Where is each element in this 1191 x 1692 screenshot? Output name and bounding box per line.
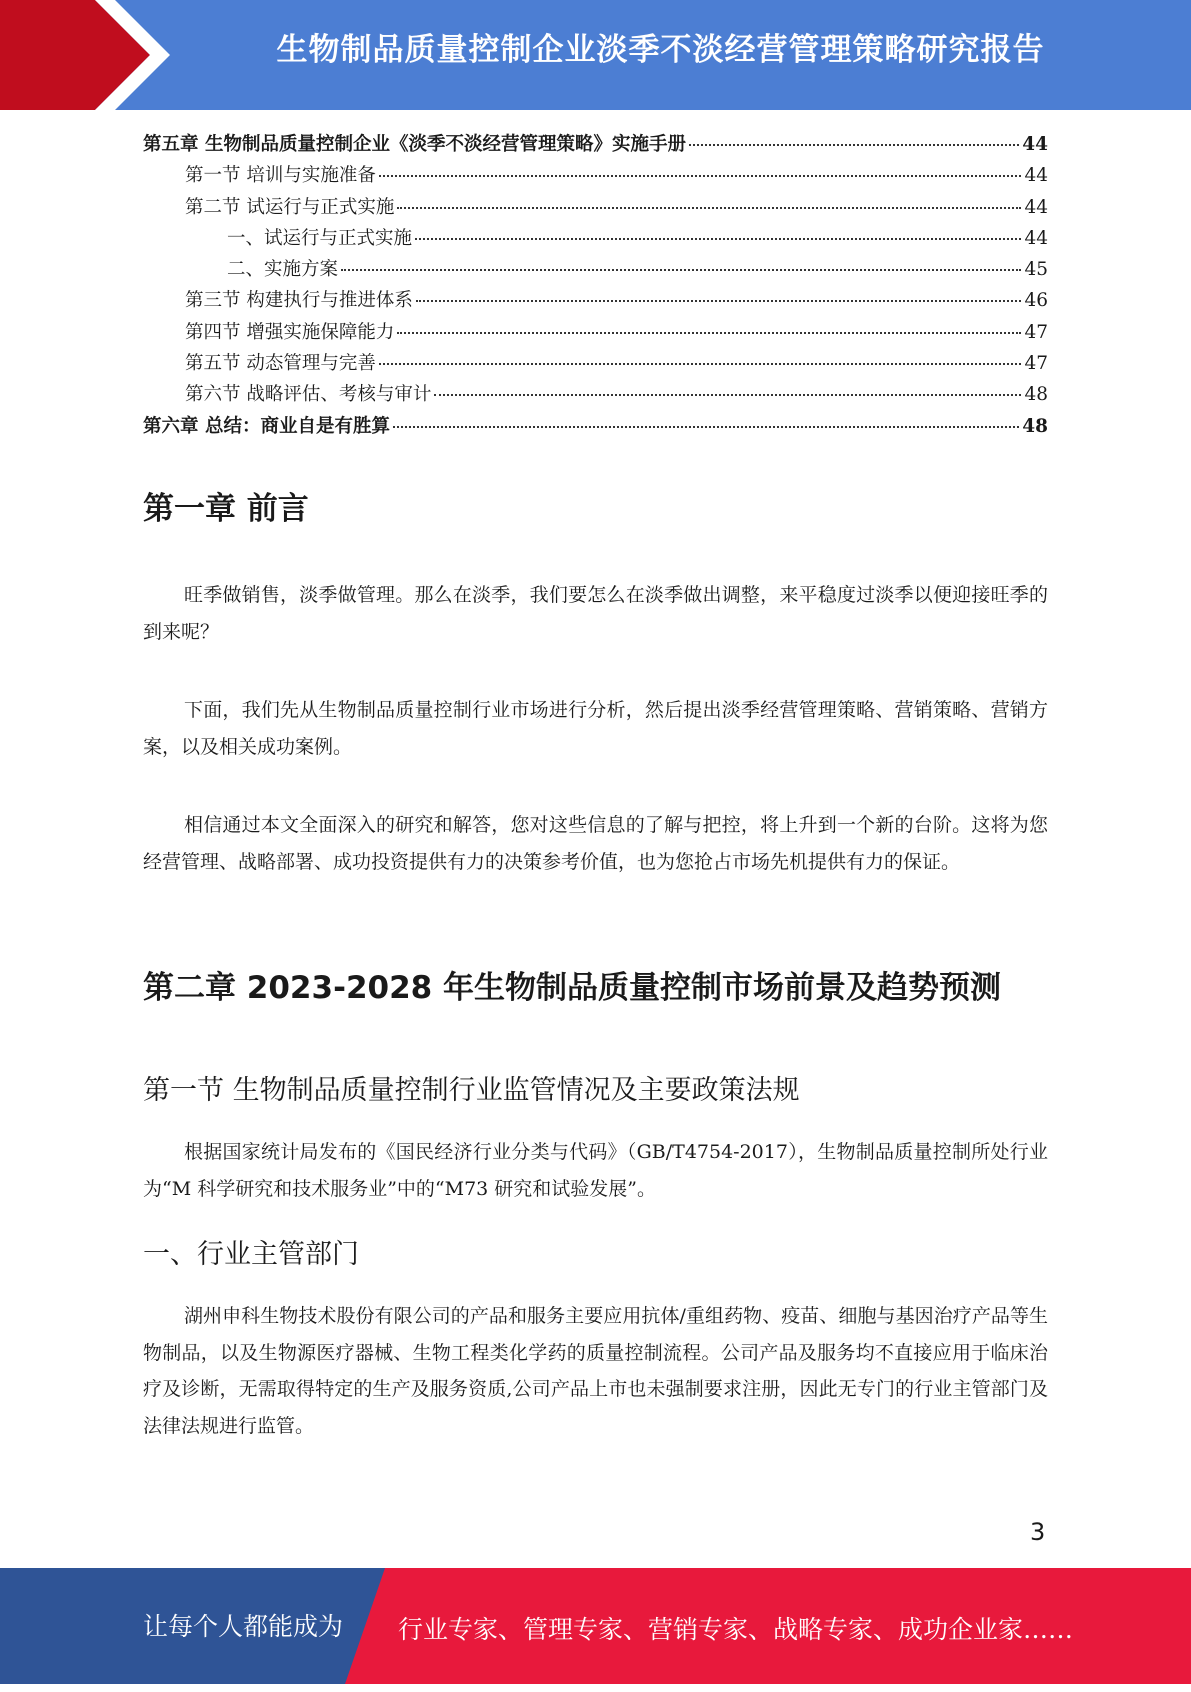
toc-entry-page: 46 [1024,290,1048,312]
page-number: 3 [1030,1518,1046,1546]
chapter1-heading: 第一章 前言 [143,491,309,527]
footer-slogan-left: 让每个人都能成为 [143,1612,344,1641]
toc-entry-title: 第二节 试运行与正式实施 [185,196,395,218]
chapter1-paragraph-1: 旺季做销售，淡季做管理。那么在淡季，我们要怎么在淡季做出调整，来平稳度过淡季以便迎接旺季的到来呢？ [143,584,1048,643]
section1-paragraph: 根据国家统计局发布的《国民经济行业分类与代码》（GB/T4754-2017），生物制品质量控制所处行业为“M 科学研究和技术服务业”中的“M73 研究和试验发展”。 [143,1141,1048,1200]
footer-slogan-right: 行业专家、管理专家、营销专家、战略专家、成功企业家…… [398,1615,1074,1644]
toc-leader [379,175,1022,177]
toc-entry[interactable] [143,224,1048,255]
toc-leader [397,207,1021,209]
toc-leader [416,300,1022,302]
toc-entry-title: 第三节 构建执行与推进体系 [185,290,413,312]
table-of-contents [143,130,1048,443]
toc-leader [415,238,1021,240]
toc-entry[interactable] [143,286,1048,317]
toc-entry-title: 一、试运行与正式实施 [227,227,413,249]
toc-entry-page: 48 [1024,384,1048,406]
toc-leader [397,332,1021,334]
toc-entry-title: 第六节 战略评估、考核与审计 [185,384,432,406]
toc-leader [393,426,1019,428]
toc-entry[interactable] [143,380,1048,411]
toc-entry[interactable] [143,349,1048,380]
toc-entry-title: 二、实施方案 [227,259,339,281]
toc-entry[interactable] [143,318,1048,349]
toc-entry-page: 47 [1024,353,1048,375]
toc-entry[interactable] [143,255,1048,286]
toc-entry-title: 第五章 生物制品质量控制企业《淡季不淡经营管理策略》实施手册 [143,134,686,155]
toc-entry[interactable] [143,193,1048,224]
page-footer [0,1568,1191,1684]
toc-entry-title: 第四节 增强实施保障能力 [185,321,395,343]
toc-entry-page: 44 [1024,227,1048,249]
toc-entry[interactable] [143,412,1048,443]
toc-entry-title: 第六章 总结：商业自是有胜算 [143,415,390,437]
toc-entry[interactable] [143,161,1048,192]
chapter1-paragraph-3: 相信通过本文全面深入的研究和解答，您对这些信息的了解与把控，将上升到一个新的台阶。这将为您经营管理、战略部署、成功投资提供有力的决策参考价值，也为您抢占市场先机提供有力的保证。 [143,814,1048,873]
toc-entry-page: 48 [1022,415,1048,437]
toc-entry-page: 44 [1024,165,1048,187]
toc-entry-title: 第一节 培训与实施准备 [185,165,376,187]
toc-entry-page: 44 [1024,196,1048,218]
toc-entry-title: 第五节 动态管理与完善 [185,353,376,375]
chapter1-paragraph-2: 下面，我们先从生物制品质量控制行业市场进行分析，然后提出淡季经营管理策略、营销策略、营销方案，以及相关成功案例。 [143,699,1048,758]
subsection-paragraph: 湖州申科生物技术股份有限公司的产品和服务主要应用抗体/重组药物、疫苗、细胞与基因治疗产品等生物制品，以及生物源医疗器械、生物工程类化学药的质量控制流程。公司产品及服务均不直接应用于临床治疗及诊断，无需取得特定的生产及服务资质,公司产品上市也未强制要求注册，因此无专门的行业主管部门及法律法规进行监管。 [143,1305,1048,1437]
toc-entry-page: 47 [1024,321,1048,343]
section1-heading: 第一节 生物制品质量控制行业监管情况及主要政策法规 [143,1075,800,1106]
subsection-heading: 一、行业主管部门 [143,1239,359,1270]
toc-leader [434,394,1021,396]
toc-entry-page: 44 [1022,134,1048,155]
toc-leader [341,269,1021,271]
toc-entry-page: 45 [1024,259,1048,281]
toc-leader [689,144,1019,146]
chapter2-heading: 第二章 2023-2028 年生物制品质量控制市场前景及趋势预测 [143,970,1002,1006]
toc-leader [379,363,1022,365]
toc-entry[interactable] [143,130,1048,161]
header-title: 生物制品质量控制企业淡季不淡经营管理策略研究报告 [276,32,1045,68]
page-header [0,0,1191,110]
